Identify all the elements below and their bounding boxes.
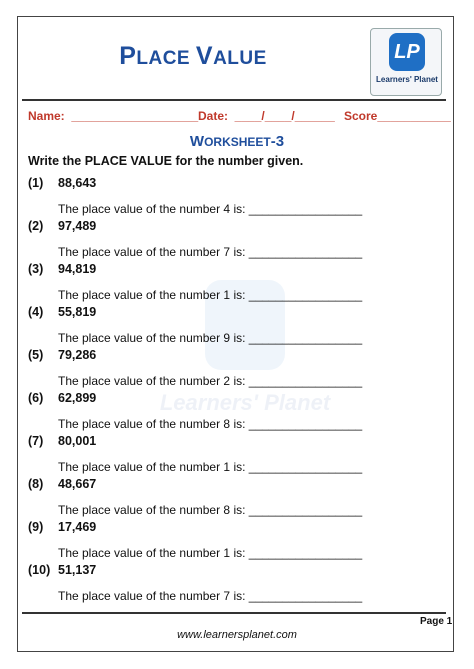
footer-divider — [22, 612, 446, 614]
question-prompt: The place value of the number 4 is: _________________ — [58, 202, 363, 216]
question-value: 51,137 — [58, 563, 97, 577]
student-info-row — [28, 109, 451, 125]
question-number: (10) — [28, 563, 51, 577]
question-prompt: The place value of the number 1 is: _________________ — [58, 288, 363, 302]
question-number: (5) — [28, 348, 44, 362]
question-prompt: The place value of the number 9 is: _________________ — [58, 331, 363, 345]
question-value: 17,469 — [58, 520, 97, 534]
question-number: (6) — [28, 391, 44, 405]
question-prompt: The place value of the number 7 is: _________________ — [58, 589, 363, 603]
page-title: PLACE VALUE — [119, 42, 267, 70]
footer-url: www.learnersplanet.com — [177, 629, 297, 641]
score-field-label: Score___________ — [344, 109, 451, 123]
question-number: (1) — [28, 176, 44, 190]
question-number: (3) — [28, 262, 44, 276]
question-value: 88,643 — [58, 176, 97, 190]
question-value: 94,819 — [58, 262, 97, 276]
header-divider — [22, 99, 446, 101]
worksheet-heading: WORKSHEET-3 — [189, 133, 285, 150]
question-value: 55,819 — [58, 305, 97, 319]
question-value: 62,899 — [58, 391, 97, 405]
name-field-label: Name: ___________________ — [28, 109, 199, 123]
question-number: (2) — [28, 219, 44, 233]
question-value: 48,667 — [58, 477, 97, 491]
instruction-text: Write the PLACE VALUE for the number given. — [28, 154, 304, 168]
question-number: (9) — [28, 520, 44, 534]
watermark-text: Learners' Planet — [159, 390, 331, 415]
question-prompt: The place value of the number 1 is: _________________ — [58, 546, 363, 560]
question-number: (4) — [28, 305, 44, 319]
logo-mark-icon: LP — [389, 33, 425, 71]
question-value: 79,286 — [58, 348, 97, 362]
question-number: (7) — [28, 434, 44, 448]
question-prompt: The place value of the number 2 is: _________________ — [58, 374, 363, 388]
logo-text: Learners' Planet — [376, 75, 438, 84]
question-number: (8) — [28, 477, 44, 491]
date-field-label: Date: ____/____/______ — [198, 109, 335, 123]
learners-planet-logo — [370, 28, 442, 96]
page-number: Page 1 — [420, 616, 453, 627]
question-value: 97,489 — [58, 219, 97, 233]
question-prompt: The place value of the number 7 is: _________________ — [58, 245, 363, 259]
question-value: 80,001 — [58, 434, 97, 448]
question-prompt: The place value of the number 1 is: _________________ — [58, 460, 363, 474]
question-prompt: The place value of the number 8 is: _________________ — [58, 503, 363, 517]
question-prompt: The place value of the number 8 is: _________________ — [58, 417, 363, 431]
